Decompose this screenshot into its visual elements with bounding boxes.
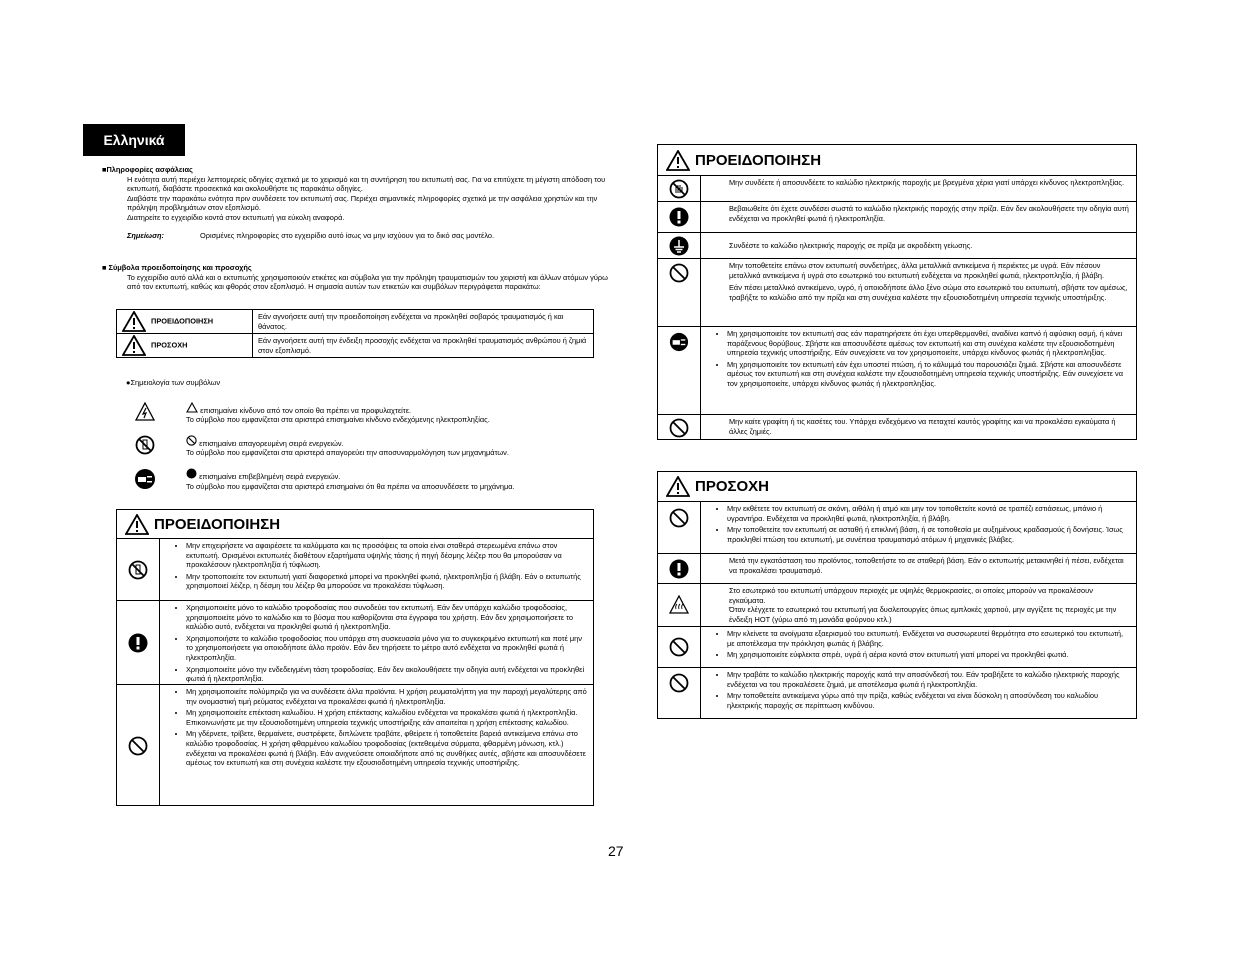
warning-box-right	[657, 144, 1137, 440]
warning-header	[658, 145, 1136, 176]
electric-shock-icon	[135, 402, 155, 422]
warning-text: Εάν πέσει μεταλλικό αντικείμενο, υγρό, ή οποιοδήποτε άλλο ξένο σώμα στο εσωτερικό του εκτυπωτή, σβήστε τον αμέσως, τραβήξτε το καλώδιο από την πρίζα και στη συνέχεια καλέστε την εξουσιοδοτημένη υπηρεσία τεχνικής υποστήριξης.	[729, 283, 1128, 302]
filled-circle-symbol-icon	[186, 468, 197, 479]
mandatory-icon	[669, 207, 689, 227]
warning-text: Μην τοποθετείτε επάνω στον εκτυπωτή συνδετήρες, άλλα μεταλλικά αντικείμενα ή περιέκτες με υγρά. Εάν πέσουν μεταλλικά αντικείμενα ή υγρά στο εσωτερικό του εκτυπωτή ενδέχεται να προκληθεί φωτιά, ηλεκτροπληξία, ή βλάβη.	[729, 261, 1105, 280]
caution-row	[658, 627, 1136, 668]
meaning-title: ●Σημειολογία των συμβόλων	[126, 378, 221, 387]
caution-row	[658, 584, 1136, 627]
warning-bullet: • Χρησιμοποιήστε το καλώδιο τροφοδοσίας που υπάρχει στη συσκευασία μόνο για το συγκεκριμένο εκτυπωτή και ποτέ μην το χρησιμοποιήσετε για οποιοδήποτε άλλο προϊόν. Εάν δεν τηρήσετε το μέτρο αυτό ενδέχεται να προκληθεί φωτιά ή ηλεκτροπληξία.	[186, 634, 587, 663]
symbols-para: Το εγχειρίδιο αυτό αλλά και ο εκτυπωτής χρησιμοποιούν ετικέτες και σύμβολα για την πρόληψη τραυματισμών του χειριστή και άλλων ατόμων γύρω από τον εκτυπωτή, καθώς και φθοράς στον εξοπλισμό. Η σημασία αυτών των ετικετών και συμβόλων περιγράφεται παρακάτω:	[127, 272, 608, 292]
symbol-line2: Το σύμβολο που εμφανίζεται στα αριστερά επισημαίνει κίνδυνο ενδεχόμενης ηλεκτροπληξίας.	[186, 415, 490, 425]
legend-label-caution	[117, 334, 253, 358]
warning-text: Συνδέστε το καλώδιο ηλεκτρικής παροχής σε πρίζα με ακροδέκτη γείωσης.	[729, 241, 973, 250]
no-wet-hands-icon	[669, 179, 689, 199]
prohibited-icon	[669, 508, 689, 528]
warning-bullet: • Χρησιμοποιείτε μόνο το καλώδιο τροφοδοσίας που συνοδεύει τον εκτυπωτή. Εάν δεν υπάρχει καλώδιο τροφοδοσίας, χρησιμοποιείτε μόνο το καλώδιο και το βύσμα που καθορίζονται στα έγγραφα του χρήστη. Εάν δεν χρησιμοποιήσετε το καλώδιο αυτό, ενδέχεται να προκληθεί φωτιά ή ηλεκτροπληξία.	[186, 603, 587, 632]
warning-row	[658, 233, 1136, 259]
warning-triangle-icon	[125, 514, 149, 535]
warning-row	[658, 327, 1136, 415]
caution-bullet: • Μην τραβάτε το καλώδιο ηλεκτρικής παροχής κατά την αποσύνδεσή του. Εάν τραβήξετε το καλώδιο ηλεκτρικής παροχής ενδέχεται να του προκαλέσετε ζημιά, με αποτέλεσμα φωτιά ή ηλεκτροπληξία.	[727, 670, 1130, 689]
note-label: Σημείωση:	[127, 230, 164, 240]
legend-label-text: ΠΡΟΣΟΧΗ	[151, 340, 188, 350]
safety-para-2: Διαβάστε την παρακάτω ενότητα πριν συνδέσετε τον εκτυπωτή σας. Περιέχει σημαντικές πληροφορίες σχετικά με την ασφάλεια χρηστών και την πρόληψη προβλημάτων στον εξοπλισμό.	[127, 193, 598, 213]
safety-para-3: Διατηρείτε το εγχειρίδιο κοντά στον εκτυπωτή για εύκολη αναφορά.	[127, 212, 345, 222]
circle-slash-symbol-icon	[186, 435, 197, 446]
language-tab: Ελληνικά	[83, 124, 185, 156]
warning-triangle-icon	[666, 476, 690, 497]
symbol-line1: επισημαίνει κίνδυνο από τον οποίο θα πρέπει να προφυλαχτείτε.	[200, 405, 412, 415]
symbols-section	[102, 263, 616, 292]
symbol-line2: Το σύμβολο που εμφανίζεται στα αριστερά επισημαίνει ότι θα πρέπει να αποσυνδέσετε το μηχάνημα.	[186, 481, 515, 491]
legend-row-warning	[117, 310, 594, 334]
note	[127, 231, 612, 241]
caution-row	[658, 668, 1136, 719]
caution-header	[658, 472, 1136, 502]
prohibited-icon	[128, 736, 148, 756]
caution-bullet: • Μην κλείνετε τα ανοίγματα εξαερισμού του εκτυπωτή. Ενδέχεται να συσσωρευτεί θερμότητα στο εσωτερικό του εκτυπωτή, με αποτέλεσμα την πρόκληση φωτιάς ή βλάβης.	[727, 629, 1130, 648]
symbol-line2: Το σύμβολο που εμφανίζεται στα αριστερά απαγορεύει την αποσυναρμολόγηση των μηχανημάτων.	[186, 448, 509, 458]
warning-text: Μην συνδέετε ή αποσυνδέετε το καλώδιο ηλεκτρικής παροχής με βρεγμένα χέρια γιατί υπάρχει κίνδυνος ηλεκτροπληξίας.	[729, 178, 1125, 187]
legend-row-caution	[117, 334, 594, 358]
caution-bullet: • Μη χρησιμοποιείτε εύφλεκτα σπρέι, υγρά ή αέρια κοντά στον εκτυπωτή γιατί μπορεί να προκληθεί φωτιά.	[727, 650, 1130, 660]
legend-text-warning: Εάν αγνοήσετε αυτή την προειδοποίηση ενδέχεται να προκληθεί σοβαρός τραυματισμός ή και θάνατος.	[253, 310, 594, 334]
caution-bullet: • Μην τοποθετείτε αντικείμενα γύρω από την πρίζα, καθώς ενδέχεται να είναι δύσκολη η αποσύνδεση του καλωδίου ηλεκτρικής παροχής σε περίπτωση κινδύνου.	[727, 691, 1130, 710]
no-disassembly-icon	[128, 560, 148, 580]
warning-bullet: • Χρησιμοποιείτε μόνο την ενδεδειγμένη τάση τροφοδοσίας. Εάν δεν ακολουθήσετε την οδηγία αυτή ενδέχεται να προκληθεί φωτιά ή ηλεκτροπληξία.	[186, 665, 587, 684]
warning-bullet: • Μην τροποποιείτε τον εκτυπωτή γιατί διαφορετικά μπορεί να προκληθεί φωτιά, ηλεκτροπληξία ή βλάβη. Εάν ο εκτυπωτής χρησιμοποιεί λέιζερ, η δέσμη του λέιζερ θα μπορούσε να προκαλέσει τύφλωση.	[186, 572, 587, 591]
symbol-line1: επισημαίνει απαγορευμένη σειρά ενεργειών.	[199, 438, 344, 448]
caution-box-right	[657, 471, 1137, 719]
warning-title: ΠΡΟΕΙΔΟΠΟΙΗΣΗ	[154, 515, 281, 533]
safety-title: ■Πληροφορίες ασφάλειας	[102, 165, 193, 174]
prohibited-icon	[669, 418, 689, 438]
warning-triangle-icon	[122, 335, 146, 356]
warning-bullet: • Μην επιχειρήσετε να αφαιρέσετε τα καλύμματα και τις προσόψεις τα οποία είναι σταθερά στερεωμένα επάνω στον εκτυπωτή. Ορισμένοι εκτυπωτές διαθέτουν εξαρτήματα υψηλής τάσης ή πηγή δέσμης λέιζερ που θα μπορούσαν να προκαλέσουν ηλεκτροπληξία ή τύφλωση.	[186, 541, 587, 570]
hot-surface-icon	[669, 595, 689, 615]
warning-row	[658, 259, 1136, 327]
symbol-item	[126, 468, 586, 491]
caution-text: Μετά την εγκατάσταση του προϊόντος, τοποθετήστε το σε σταθερή βάση. Εάν ο εκτυπωτής μετακινηθεί ή πέσει, ενδέχεται να προκαλέσει τραυματισμό.	[729, 556, 1124, 575]
warning-triangle-icon	[666, 150, 690, 171]
legend-text-caution: Εάν αγνοήσετε αυτή την ένδειξη προσοχής ενδέχεται να προκληθεί τραυματισμός ανθρώπου ή ζημιά στον εξοπλισμό.	[253, 334, 594, 358]
warning-row	[658, 415, 1136, 440]
warning-title: ΠΡΟΕΙΔΟΠΟΙΗΣΗ	[695, 151, 822, 169]
warning-bullet: • Μη χρησιμοποιείτε τον εκτυπωτή εάν έχει υποστεί πτώση, ή το κάλυμμά του παρουσιάζει ζημιά. Σβήστε και αποσυνδέστε αμέσως τον εκτυπωτή και στη συνέχεια καλέστε την εξουσιοδοτημένη υπηρεσία τεχνικής υποστήριξης. Εάν συνεχίσετε να τον χρησιμοποιείτε, υπάρχει κίνδυνος φωτιάς ή ηλεκτροπληξίας.	[727, 360, 1130, 389]
safety-section	[102, 165, 612, 240]
caution-title: ΠΡΟΣΟΧΗ	[695, 478, 770, 495]
prohibited-icon	[669, 673, 689, 693]
caution-row	[658, 502, 1136, 554]
warning-row	[658, 176, 1136, 202]
symbol-item	[126, 402, 586, 425]
prohibited-icon	[669, 637, 689, 657]
symbol-meanings	[126, 378, 586, 491]
note-text: Ορισμένες πληροφορίες στο εγχειρίδιο αυτό ίσως να μην ισχύουν για το δικό σας μοντέλο.	[200, 230, 495, 240]
ground-icon	[669, 236, 689, 256]
warning-row	[117, 601, 593, 685]
mandatory-icon	[669, 559, 689, 579]
warning-triangle-icon	[122, 311, 146, 332]
symbols-title: ■ Σύμβολα προειδοποίησης και προσοχής	[102, 263, 252, 272]
warning-header	[117, 510, 593, 539]
warning-bullet: • Μη χρησιμοποιείτε τον εκτυπωτή σας εάν παρατηρήσετε ότι έχει υπερθερμανθεί, αναδίνει καπνό ή αφύσικη οσμή, ή κάνει παράξενους θορύβους. Σβήστε και αποσυνδέστε αμέσως τον εκτυπωτή και στη συνέχεια καλέστε την εξουσιοδοτημένη υπηρεσία τεχνικής υποστήριξης. Εάν συνεχίσετε να τον χρησιμοποιείτε, υπάρχει κίνδυνος φωτιάς ή ηλεκτροπληξίας.	[727, 329, 1130, 358]
caution-text: Στο εσωτερικό του εκτυπωτή υπάρχουν περιοχές με υψηλές θερμοκρασίες, οι οποίες μπορούν να προκαλέσουν εγκαύματα.	[729, 586, 1093, 605]
warning-text: Μην καίτε γραφίτη ή τις κασέτες του. Υπάρχει ενδεχόμενο να πεταχτεί καυτός γραφίτης και να προκαλέσει εγκαύματα ή άλλες ζημιές.	[729, 417, 1116, 436]
warning-row	[117, 539, 593, 601]
triangle-symbol-icon	[186, 402, 198, 413]
symbol-item	[126, 435, 586, 458]
warning-row	[117, 685, 593, 806]
unplug-icon	[669, 332, 689, 352]
mandatory-icon	[128, 633, 148, 653]
no-disassembly-icon	[135, 435, 155, 455]
warning-bullet: • Μη γδέρνετε, τρίβετε, θερμαίνετε, συστρέφετε, διπλώνετε τραβάτε, φθείρετε ή τοποθετείτε βαρειά αντικείμενα επάνω στο καλώδιο τροφοδοσίας. Η χρήση φθαρμένου καλωδίου τροφοδοσίας (εκτεθειμένα σύρματα, φθαρμένη μόνωση, κτλ.) ενδέχεται να προκαλέσει φωτιά ή βλάβη. Εάν ανιχνεύσετε οποιαδήποτε από τις συνθήκες αυτές, σβήστε και αποσυνδέσετε αμέσως τον εκτυπωτή και στη συνέχεια καλέστε την εξουσιοδοτημένη υπηρεσία τεχνικής υποστήριξης.	[186, 729, 587, 767]
legend-table	[116, 309, 594, 358]
caution-row	[658, 554, 1136, 584]
prohibited-icon	[669, 263, 689, 283]
safety-para-1: Η ενότητα αυτή περιέχει λεπτομερείς οδηγίες σχετικά με το χειρισμό και τη συντήρηση του εκτυπωτή σας. Για να επιτύχετε τη μέγιστη απόδοση του εκτυπωτή, διαβάστε προσεκτικά και ακολουθήστε τις παρακάτω οδηγίες.	[127, 174, 606, 194]
caution-bullet: • Μην εκθέτετε τον εκτυπωτή σε σκόνη, αιθάλη ή ατμό και μην τον τοποθετείτε κοντά σε τραπέζι εστιάσεως, μπάνιο ή υγραντήρα. Ενδέχεται να προκληθεί φωτιά, ηλεκτροπληξία, ή βλάβη.	[727, 504, 1130, 523]
symbol-line1: επισημαίνει επιβεβλημένη σειρά ενεργειών.	[199, 471, 341, 481]
warning-box-left	[116, 509, 594, 806]
warning-bullet: • Μη χρησιμοποιείτε επέκταση καλωδίου. Η χρήση επέκτασης καλωδίου ενδέχεται να προκαλέσει φωτιά ή ηλεκτροπληξία. Επικοινωνήστε με την εξουσιοδοτημένη υπηρεσία τεχνικής υποστήριξης εάν απαιτείται η χρήση επέκτασης καλωδίου.	[186, 708, 587, 727]
unplug-icon	[134, 468, 156, 490]
warning-row	[658, 202, 1136, 233]
legend-label-text: ΠΡΟΕΙΔΟΠΟΙΗΣΗ	[151, 316, 214, 326]
legend-label-warning	[117, 310, 253, 334]
page-number: 27	[608, 843, 624, 859]
warning-text: Βεβαιωθείτε ότι έχετε συνδέσει σωστά το καλώδιο ηλεκτρικής παροχής στην πρίζα. Εάν δεν ακολουθήσετε την οδηγία αυτή ενδέχεται να προκληθεί φωτιά ή ηλεκτροπληξία.	[729, 204, 1129, 223]
caution-text: Όταν ελέγχετε το εσωτερικό του εκτυπωτή για δυσλειτουργίες όπως εμπλοκές χαρτιού, μην αγγίζετε τις περιοχές με την ένδειξη HOT (γύρω από τη μονάδα φούρνου κτλ.)	[729, 605, 1117, 624]
warning-bullet: • Μη χρησιμοποιείτε πολύμπριζο για να συνδέσετε άλλα προϊόντα. Η χρήση ρευματολήπτη για την παροχή μεγαλύτερης από την ονομαστική τιμή ρεύματος ενδέχεται να προκαλέσει φωτιά ή ηλεκτροπληξία.	[186, 687, 587, 706]
caution-bullet: • Μην τοποθετείτε τον εκτυπωτή σε ασταθή ή επικλινή βάση, ή σε τοποθεσία με αυξημένους κραδασμούς ή δονήσεις. Ίσως προκληθεί πτώση του εκτυπωτή, με συνέπεια τραυματισμό ατόμων ή μηχανικές βλάβες.	[727, 525, 1130, 544]
